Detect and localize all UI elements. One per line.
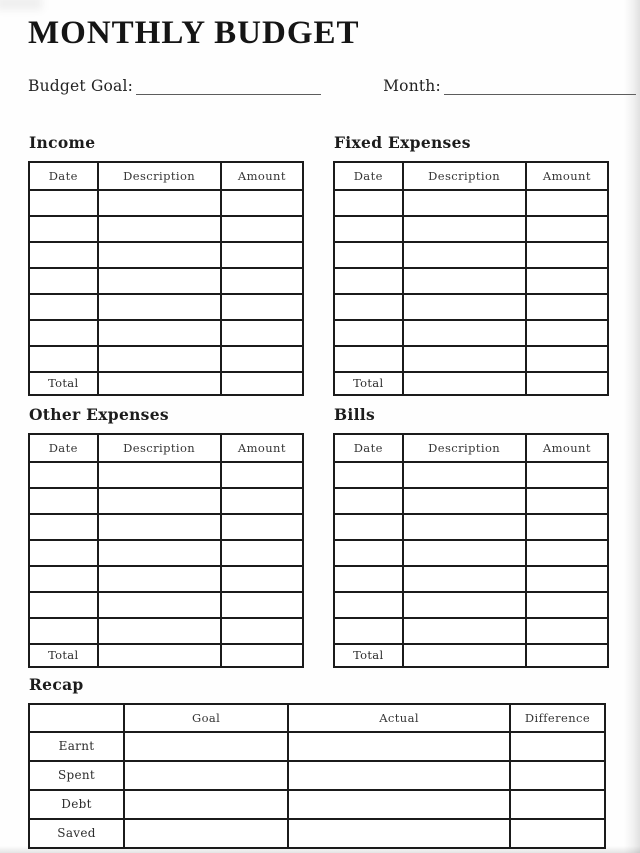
empty-cell[interactable]: [221, 190, 303, 216]
recap-empty-cell[interactable]: [288, 761, 510, 790]
empty-cell[interactable]: [98, 346, 221, 372]
recap-column-header-goal: Goal: [124, 704, 288, 732]
heading-recap: Recap: [29, 674, 84, 694]
heading-other-expenses: Other Expenses: [29, 404, 169, 424]
empty-cell[interactable]: [29, 488, 98, 514]
header-fields: [28, 77, 612, 95]
recap-empty-cell[interactable]: [510, 732, 605, 761]
section-income: [28, 133, 304, 396]
header-row: [29, 162, 303, 190]
empty-cell[interactable]: [334, 618, 403, 644]
table-row: [334, 462, 608, 488]
empty-cell[interactable]: [403, 462, 526, 488]
recap-row-label: Debt: [29, 790, 124, 819]
table-row: [334, 242, 608, 268]
total-value-cell[interactable]: [98, 372, 221, 395]
empty-cell[interactable]: [526, 540, 608, 566]
fixed-expenses-table: [333, 161, 609, 396]
empty-cell[interactable]: [98, 216, 221, 242]
total-value-cell[interactable]: [403, 644, 526, 667]
empty-cell[interactable]: [526, 242, 608, 268]
empty-cell[interactable]: [29, 320, 98, 346]
table-row: [29, 514, 303, 540]
month-label: Month:: [383, 76, 441, 95]
empty-cell[interactable]: [98, 268, 221, 294]
section-bills: [333, 405, 609, 668]
column-header-description: Description: [403, 434, 526, 462]
column-header-date: Date: [29, 162, 98, 190]
total-value-cell[interactable]: [98, 644, 221, 667]
empty-cell[interactable]: [526, 346, 608, 372]
recap-row-label: Earnt: [29, 732, 124, 761]
empty-cell[interactable]: [221, 488, 303, 514]
empty-cell[interactable]: [29, 592, 98, 618]
empty-cell[interactable]: [526, 488, 608, 514]
total-row: [334, 372, 608, 395]
empty-cell[interactable]: [403, 216, 526, 242]
recap-row-label: Spent: [29, 761, 124, 790]
empty-cell[interactable]: [334, 268, 403, 294]
empty-cell[interactable]: [403, 514, 526, 540]
total-value-cell[interactable]: [526, 644, 608, 667]
ledger-tables-grid: [28, 133, 609, 668]
empty-cell[interactable]: [98, 462, 221, 488]
header-row: [334, 434, 608, 462]
empty-cell[interactable]: [98, 190, 221, 216]
empty-cell[interactable]: [98, 242, 221, 268]
recap-empty-cell[interactable]: [124, 790, 288, 819]
table-row: [29, 540, 303, 566]
scan-corner-shade: [0, 0, 42, 10]
empty-cell[interactable]: [334, 320, 403, 346]
empty-cell[interactable]: [98, 488, 221, 514]
recap-row-debt: [29, 790, 605, 819]
empty-cell[interactable]: [98, 618, 221, 644]
income-table: [28, 161, 304, 396]
empty-cell[interactable]: [221, 268, 303, 294]
empty-cell[interactable]: [221, 242, 303, 268]
table-row: [334, 268, 608, 294]
empty-cell[interactable]: [29, 294, 98, 320]
total-value-cell[interactable]: [221, 372, 303, 395]
empty-cell[interactable]: [98, 592, 221, 618]
total-row: [29, 372, 303, 395]
recap-empty-cell[interactable]: [510, 790, 605, 819]
table-row: [29, 618, 303, 644]
table-row: [334, 488, 608, 514]
empty-cell[interactable]: [526, 462, 608, 488]
empty-cell[interactable]: [29, 216, 98, 242]
empty-cell[interactable]: [526, 216, 608, 242]
table-row: [334, 540, 608, 566]
empty-cell[interactable]: [334, 190, 403, 216]
empty-cell[interactable]: [29, 540, 98, 566]
total-label: Total: [334, 372, 403, 395]
other-expenses-table: [28, 433, 304, 668]
recap-empty-cell[interactable]: [288, 732, 510, 761]
empty-cell[interactable]: [403, 242, 526, 268]
recap-column-header-difference: Difference: [510, 704, 605, 732]
table-row: [29, 346, 303, 372]
recap-section: [28, 675, 640, 849]
empty-cell[interactable]: [221, 294, 303, 320]
empty-cell[interactable]: [29, 268, 98, 294]
empty-cell[interactable]: [403, 540, 526, 566]
empty-cell[interactable]: [526, 294, 608, 320]
empty-cell[interactable]: [334, 294, 403, 320]
recap-empty-cell[interactable]: [288, 790, 510, 819]
empty-cell[interactable]: [98, 514, 221, 540]
bills-table: [333, 433, 609, 668]
table-row: [334, 190, 608, 216]
month-input-line[interactable]: [444, 80, 636, 95]
recap-empty-cell[interactable]: [124, 732, 288, 761]
recap-empty-cell[interactable]: [510, 761, 605, 790]
table-row: [29, 294, 303, 320]
table-row: [29, 592, 303, 618]
empty-cell[interactable]: [221, 216, 303, 242]
empty-cell[interactable]: [403, 294, 526, 320]
table-row: [334, 294, 608, 320]
table-row: [334, 566, 608, 592]
empty-cell[interactable]: [334, 592, 403, 618]
recap-column-header-actual: Actual: [288, 704, 510, 732]
month-field: [383, 77, 636, 95]
empty-cell[interactable]: [29, 242, 98, 268]
recap-row-saved: [29, 819, 605, 848]
total-label: Total: [29, 372, 98, 395]
empty-cell[interactable]: [526, 320, 608, 346]
empty-cell[interactable]: [98, 540, 221, 566]
total-value-cell[interactable]: [221, 644, 303, 667]
empty-cell[interactable]: [334, 346, 403, 372]
table-row: [29, 242, 303, 268]
empty-cell[interactable]: [334, 462, 403, 488]
empty-cell[interactable]: [221, 346, 303, 372]
empty-cell[interactable]: [403, 566, 526, 592]
empty-cell[interactable]: [334, 216, 403, 242]
table-row: [334, 618, 608, 644]
column-header-amount: Amount: [221, 162, 303, 190]
column-header-date: Date: [29, 434, 98, 462]
empty-cell[interactable]: [526, 514, 608, 540]
empty-cell[interactable]: [221, 618, 303, 644]
empty-cell[interactable]: [221, 320, 303, 346]
section-fixed-expenses: [333, 133, 609, 396]
table-row: [334, 346, 608, 372]
recap-row-spent: [29, 761, 605, 790]
recap-row-label: Saved: [29, 819, 124, 848]
empty-cell[interactable]: [221, 592, 303, 618]
empty-cell[interactable]: [221, 514, 303, 540]
empty-cell[interactable]: [98, 320, 221, 346]
section-other-expenses: [28, 405, 304, 668]
column-header-description: Description: [98, 434, 221, 462]
recap-empty-cell[interactable]: [510, 819, 605, 848]
empty-cell[interactable]: [526, 190, 608, 216]
column-header-amount: Amount: [221, 434, 303, 462]
empty-cell[interactable]: [221, 462, 303, 488]
empty-cell[interactable]: [403, 320, 526, 346]
budget-goal-input-line[interactable]: [136, 80, 321, 95]
empty-cell[interactable]: [98, 566, 221, 592]
total-row: [29, 644, 303, 667]
total-label: Total: [29, 644, 98, 667]
empty-cell[interactable]: [334, 566, 403, 592]
table-row: [29, 488, 303, 514]
total-value-cell[interactable]: [526, 372, 608, 395]
recap-empty-cell[interactable]: [124, 761, 288, 790]
recap-empty-cell[interactable]: [288, 819, 510, 848]
empty-cell[interactable]: [29, 566, 98, 592]
empty-cell[interactable]: [526, 592, 608, 618]
header-row: [334, 162, 608, 190]
empty-cell[interactable]: [29, 190, 98, 216]
empty-cell[interactable]: [29, 346, 98, 372]
empty-cell[interactable]: [403, 268, 526, 294]
column-header-amount: Amount: [526, 162, 608, 190]
budget-goal-label: Budget Goal:: [28, 76, 134, 95]
table-row: [29, 216, 303, 242]
table-row: [29, 268, 303, 294]
empty-cell[interactable]: [403, 346, 526, 372]
column-header-date: Date: [334, 434, 403, 462]
recap-column-header-blank: [29, 704, 124, 732]
table-row: [334, 320, 608, 346]
column-header-description: Description: [403, 162, 526, 190]
empty-cell[interactable]: [29, 462, 98, 488]
heading-bills: Bills: [334, 404, 375, 424]
column-header-amount: Amount: [526, 434, 608, 462]
table-row: [29, 190, 303, 216]
header-row: [29, 434, 303, 462]
recap-header-row: [29, 704, 605, 732]
empty-cell[interactable]: [526, 566, 608, 592]
empty-cell[interactable]: [526, 268, 608, 294]
empty-cell[interactable]: [29, 514, 98, 540]
empty-cell[interactable]: [334, 540, 403, 566]
page-title: MONTHLY BUDGET: [28, 15, 360, 51]
total-value-cell[interactable]: [403, 372, 526, 395]
empty-cell[interactable]: [334, 488, 403, 514]
heading-income: Income: [29, 132, 96, 152]
empty-cell[interactable]: [403, 488, 526, 514]
total-row: [334, 644, 608, 667]
budget-goal-field: [28, 77, 321, 95]
column-header-date: Date: [334, 162, 403, 190]
recap-empty-cell[interactable]: [124, 819, 288, 848]
table-row: [334, 592, 608, 618]
table-row: [334, 216, 608, 242]
heading-fixed-expenses: Fixed Expenses: [334, 132, 471, 152]
table-row: [29, 462, 303, 488]
recap-table: [28, 703, 606, 849]
table-row: [29, 566, 303, 592]
empty-cell[interactable]: [98, 294, 221, 320]
total-label: Total: [334, 644, 403, 667]
empty-cell[interactable]: [29, 618, 98, 644]
empty-cell[interactable]: [403, 618, 526, 644]
table-row: [334, 514, 608, 540]
empty-cell[interactable]: [334, 514, 403, 540]
recap-row-earnt: [29, 732, 605, 761]
empty-cell[interactable]: [334, 242, 403, 268]
empty-cell[interactable]: [403, 592, 526, 618]
table-row: [29, 320, 303, 346]
column-header-description: Description: [98, 162, 221, 190]
empty-cell[interactable]: [221, 566, 303, 592]
empty-cell[interactable]: [403, 190, 526, 216]
empty-cell[interactable]: [526, 618, 608, 644]
empty-cell[interactable]: [221, 540, 303, 566]
